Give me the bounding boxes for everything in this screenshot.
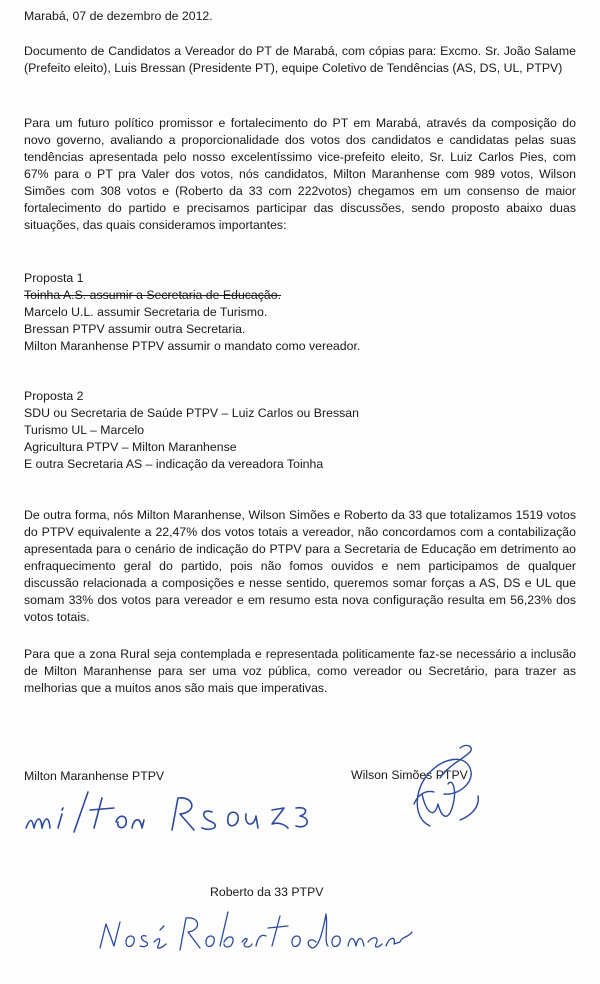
proposal-1-item: Bressan PTPV assumir outra Secretaria.	[24, 322, 246, 336]
signature-label-roberto: Roberto da 33 PTPV	[210, 885, 324, 899]
proposal-1	[24, 270, 576, 355]
body-paragraph: Para um futuro político promissor e fortalecimento do PT em Marabá, através da composição do novo governo, avaliando a proporcionalidade dos votos dos candidatos e candidatas pelas suas tendências apresentada pelo nosso excelentíssimo vice-prefeito eleito, Sr. Luiz Carlos Pies, com 67% para o PT pra Valer dos votos, nós candidatos, Milton Maranhense com 989 votos, Wilson Simões com 308 votos e (Roberto da 33 com 222votos) chegamos em um consenso de maior fortalecimento do partido e precisamos participar das discussões, sendo proposto abaixo duas situações, das quais consideramos importantes:	[24, 116, 576, 232]
proposal-2-title: Proposta 2	[24, 389, 84, 403]
rural-paragraph: Para que a zona Rural seja contemplada e representada politicamente faz-se necessário a inclusão de Milton Maranhense para ser uma voz pública, como vereador ou Secretário, para trazer as melhorias que a muitos anos são mais que imperativas.	[24, 647, 576, 695]
signature-wilson-handwritten	[400, 734, 490, 834]
conclusion-paragraph: De outra forma, nós Milton Maranhense, Wilson Simões e Roberto da 33 que totalizamos 1519 votos do PTPV equivalente a 22,47% dos votos totais a vereador, não concordamos com a contabilização apresentada para o cenário de indicação do PTPV para a Secretaria de Educação em detrimento ao enfraquecimento geral do partido, pois não fomos ouvidos e nem participamos de qualquer discussão relacionada a composições e nesse sentido, queremos somar forças a AS, DS e UL que somam 33% dos votos para vereador e em resumo esta nova configuração resulta em 56,23% dos votos totais.	[24, 508, 576, 624]
date-line: Marabá, 07 de dezembro de 2012.	[24, 9, 213, 23]
proposal-2	[24, 388, 576, 473]
proposal-2-item: E outra Secretaria AS – indicação da vereadora Toinha	[24, 457, 324, 471]
proposal-2-item: SDU ou Secretaria de Saúde PTPV – Luiz Carlos ou Bressan	[24, 406, 359, 420]
signature-label-wilson: Wilson Simões PTPV	[351, 768, 468, 782]
proposal-1-item: Toinha A.S. assumir a Secretaria de Educação.	[24, 288, 282, 302]
proposal-1-item: Milton Maranhense PTPV assumir o mandato como vereador.	[24, 339, 361, 353]
signature-milton-handwritten	[22, 788, 322, 838]
intro-paragraph: Documento de Candidatos a Vereador do PT de Marabá, com cópias para: Excmo. Sr. João Salame (Prefeito eleito), Luis Bressan (Presidente PT), equipe Coletivo de Tendências (AS, DS, UL, PTPV)	[24, 44, 576, 75]
proposal-1-item: Marcelo U.L. assumir Secretaria de Turismo.	[24, 305, 268, 319]
signature-roberto-handwritten	[96, 906, 416, 956]
signature-label-milton: Milton Maranhense PTPV	[24, 769, 165, 783]
proposal-2-item: Turismo UL – Marcelo	[24, 423, 145, 437]
proposal-2-item: Agricultura PTPV – Milton Maranhense	[24, 440, 237, 454]
proposal-1-title: Proposta 1	[24, 271, 84, 285]
